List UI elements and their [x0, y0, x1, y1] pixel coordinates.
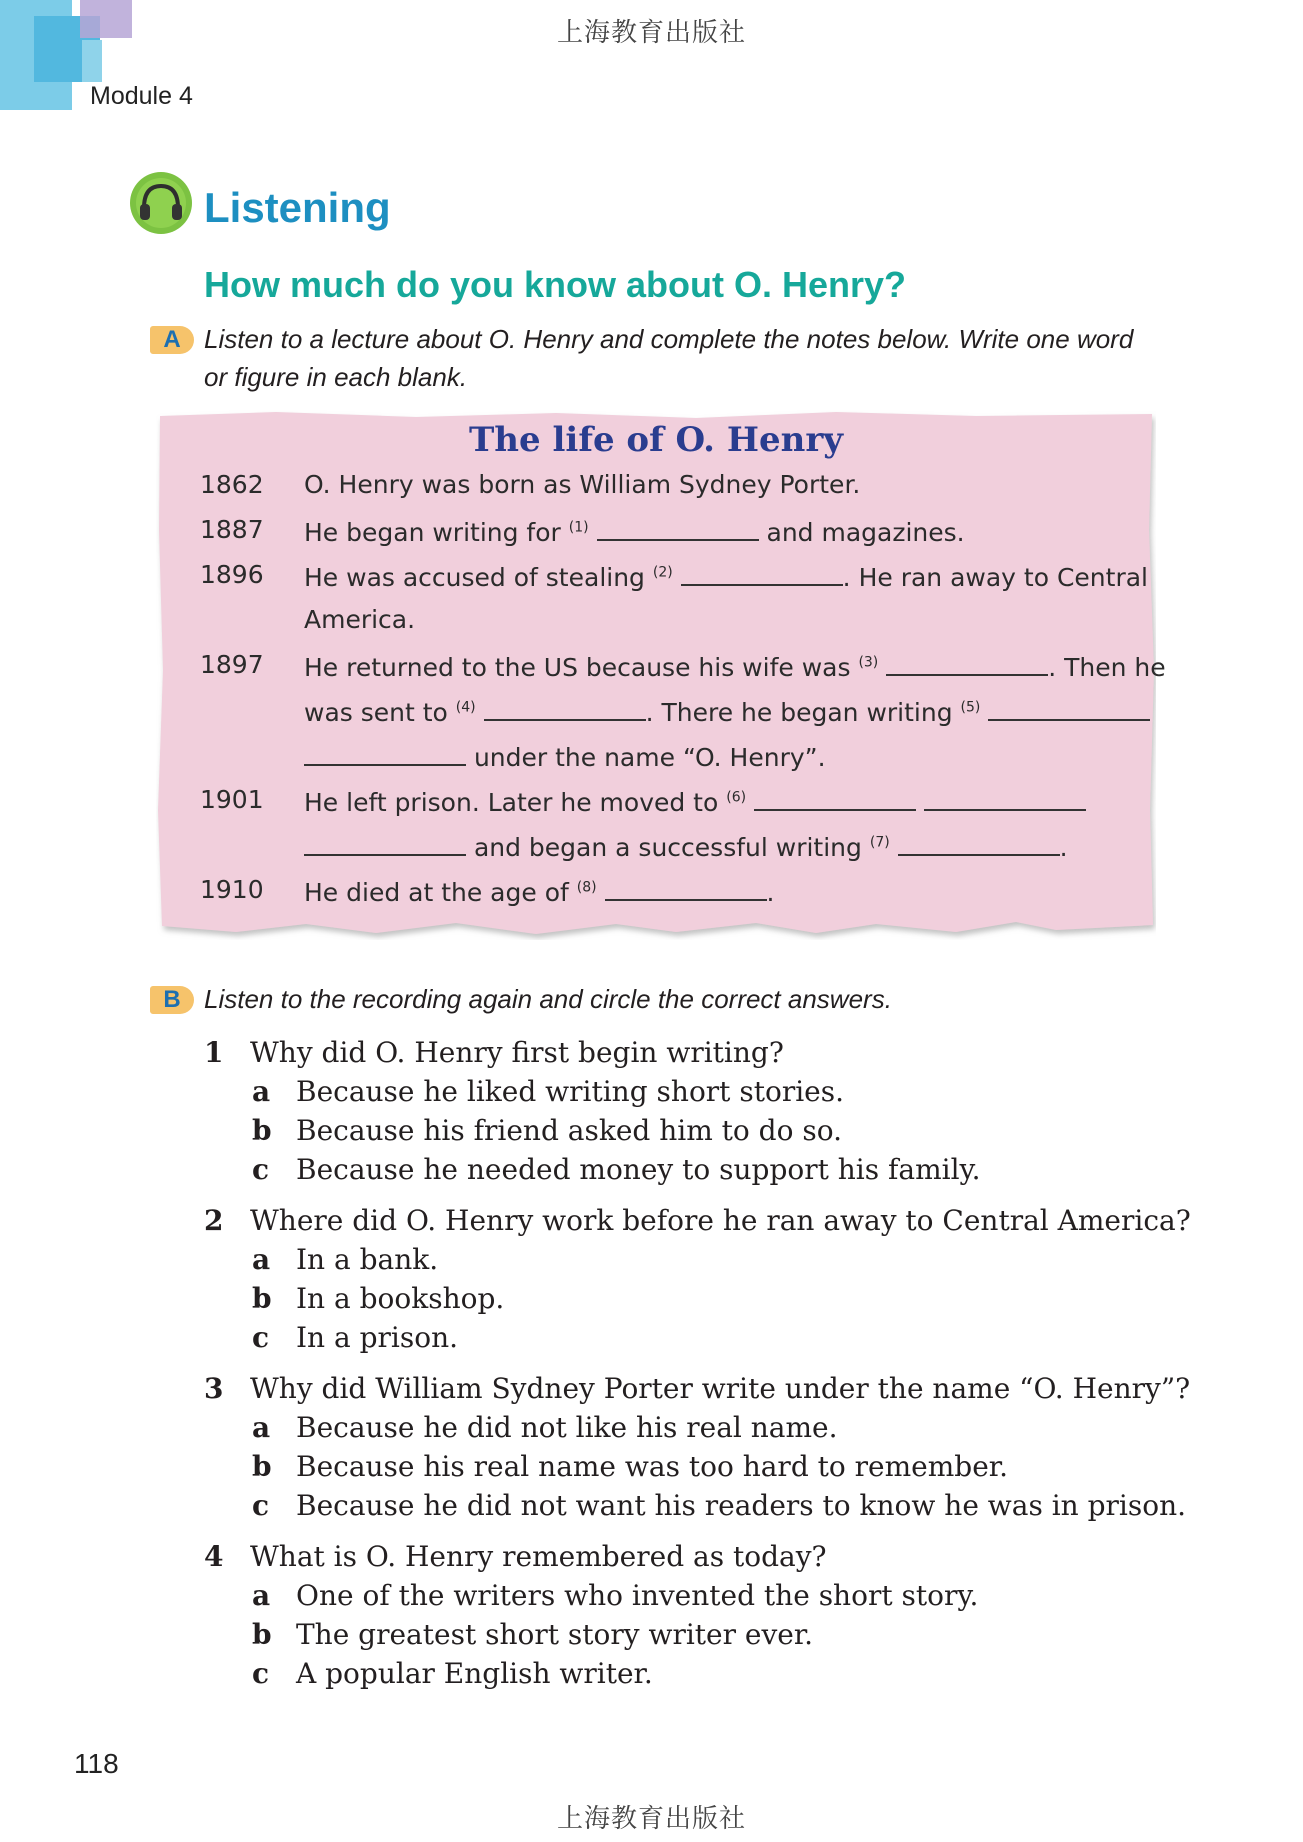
option-text: In a bookshop.: [296, 1282, 505, 1315]
year-label: 1862: [200, 470, 264, 499]
task-a-instruction-cont: or figure in each blank.: [204, 362, 468, 392]
option-text: Because he did not want his readers to know he was in prison.: [296, 1489, 1187, 1522]
headphones-icon: [128, 170, 194, 236]
option-letter[interactable]: b: [252, 1282, 272, 1315]
blank-number: (5): [960, 699, 981, 716]
note-line: He returned to the US because his wife was $^{(3)}$ . Then he: [304, 650, 1166, 682]
option-letter[interactable]: a: [252, 1411, 271, 1444]
option-letter[interactable]: c: [252, 1489, 270, 1522]
task-a-instruction: Listen to a lecture about O. Henry and complete the notes below. Write one word: [204, 324, 1134, 354]
blank-number: (2): [652, 564, 673, 581]
option-letter[interactable]: a: [252, 1243, 271, 1276]
note-line: was sent to $^{(4)}$ . There he began writing $^{(5)}$: [304, 695, 1150, 727]
blank-number: (8): [576, 879, 597, 896]
blank-7[interactable]: [898, 830, 1060, 856]
blank-8[interactable]: [605, 875, 767, 901]
option-letter[interactable]: c: [252, 1657, 270, 1690]
publisher-footer: 上海教育出版社: [556, 1804, 746, 1834]
option-letter[interactable]: c: [252, 1153, 270, 1186]
year-label: 1887: [200, 515, 264, 544]
question-number: 2: [204, 1204, 224, 1237]
page-number: 118: [74, 1748, 119, 1779]
option-letter[interactable]: c: [252, 1321, 270, 1354]
question-number: 4: [204, 1540, 224, 1573]
blank-5-cont[interactable]: [304, 740, 466, 766]
year-label: 1897: [200, 650, 264, 679]
option-letter[interactable]: b: [252, 1618, 272, 1651]
note-line: under the name “O. Henry”.: [304, 740, 826, 772]
note-line: O. Henry was born as William Sydney Porter.: [304, 470, 861, 499]
question-number: 1: [204, 1036, 224, 1069]
blank-2[interactable]: [681, 560, 843, 586]
year-label: 1901: [200, 785, 264, 814]
module-label: Module 4: [90, 82, 193, 110]
blank-number: (1): [568, 519, 589, 536]
option-text: In a bank.: [296, 1243, 439, 1276]
task-a-badge: A: [150, 326, 194, 354]
option-text: Because his friend asked him to do so.: [296, 1114, 842, 1147]
question-text: Why did William Sydney Porter write under the name “O. Henry”?: [250, 1372, 1191, 1405]
blank-number: (6): [726, 789, 747, 806]
blank-1[interactable]: [597, 515, 759, 541]
option-text: A popular English writer.: [296, 1657, 653, 1690]
option-letter[interactable]: a: [252, 1579, 271, 1612]
blank-number: (4): [455, 699, 476, 716]
question-number: 3: [204, 1372, 224, 1405]
blank-number: (7): [869, 834, 890, 851]
section-title: Listening: [204, 184, 391, 231]
option-text: Because he liked writing short stories.: [296, 1075, 844, 1108]
note-line: America.: [304, 605, 416, 634]
task-b-badge: B: [150, 986, 194, 1014]
blank-6-cont[interactable]: [924, 785, 1086, 811]
publisher-header: 上海教育出版社: [556, 18, 746, 48]
year-label: 1910: [200, 875, 264, 904]
blank-6-cont[interactable]: [304, 830, 466, 856]
blank-3[interactable]: [886, 650, 1048, 676]
year-label: 1896: [200, 560, 264, 589]
option-text: Because he did not like his real name.: [296, 1411, 838, 1444]
question-text: Where did O. Henry work before he ran away to Central America?: [250, 1204, 1191, 1237]
option-text: Because his real name was too hard to remember.: [296, 1450, 1008, 1483]
note-line: He died at the age of $^{(8)}$ .: [304, 875, 775, 907]
note-line: He left prison. Later he moved to $^{(6)}$: [304, 785, 1086, 817]
blank-5[interactable]: [988, 695, 1150, 721]
option-letter[interactable]: b: [252, 1450, 272, 1483]
note-line: He was accused of stealing $^{(2)}$ . He ran away to Central: [304, 560, 1148, 592]
question-text: What is O. Henry remembered as today?: [250, 1540, 827, 1573]
blank-4[interactable]: [484, 695, 646, 721]
notes-title: The life of O. Henry: [469, 420, 843, 460]
section-subtitle: How much do you know about O. Henry?: [204, 264, 907, 305]
blank-6[interactable]: [754, 785, 916, 811]
option-text: Because he needed money to support his family.: [296, 1153, 981, 1186]
option-text: The greatest short story writer ever.: [296, 1618, 814, 1651]
option-text: In a prison.: [296, 1321, 459, 1354]
note-line: He began writing for $^{(1)}$ and magazines.: [304, 515, 965, 547]
option-text: One of the writers who invented the short story.: [296, 1579, 979, 1612]
blank-number: (3): [858, 654, 879, 671]
task-b-instruction: Listen to the recording again and circle the correct answers.: [204, 984, 892, 1014]
option-letter[interactable]: a: [252, 1075, 271, 1108]
note-line: and began a successful writing $^{(7)}$ .: [304, 830, 1068, 862]
question-text: Why did O. Henry first begin writing?: [250, 1036, 784, 1069]
option-letter[interactable]: b: [252, 1114, 272, 1147]
